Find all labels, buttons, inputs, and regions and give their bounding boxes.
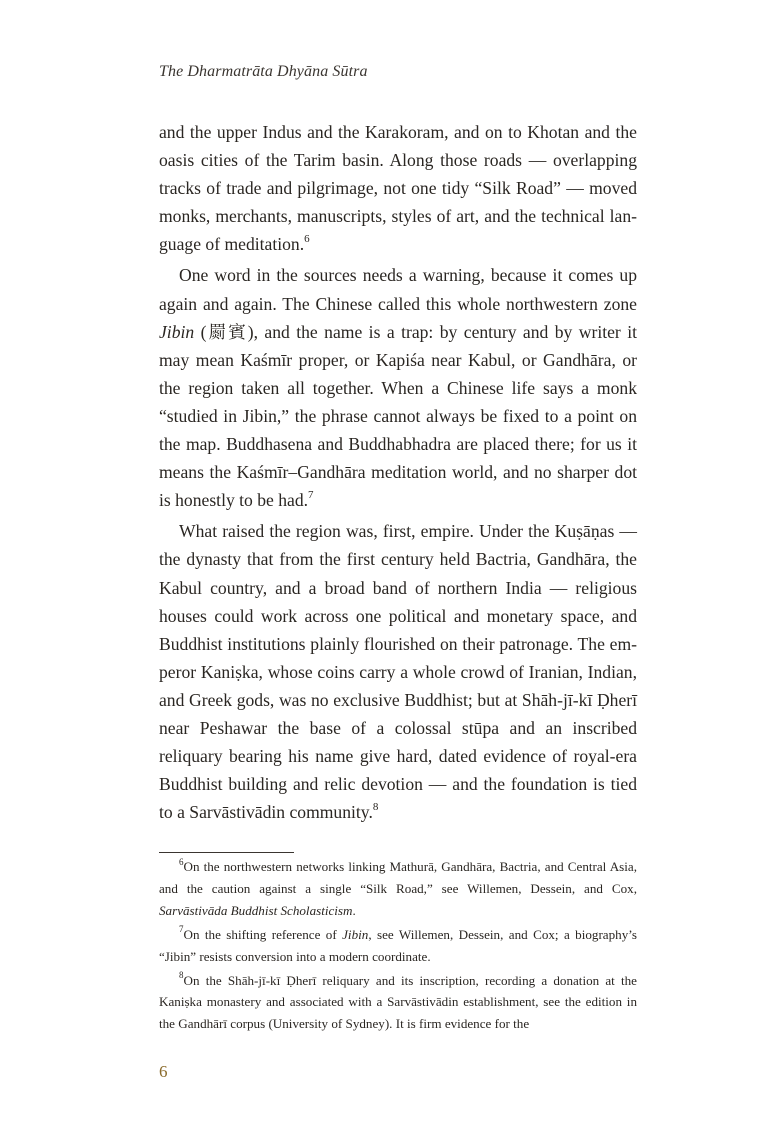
footnotes [159, 856, 637, 1035]
footnote-6-number: 6 [179, 856, 184, 867]
body-text [159, 118, 637, 826]
footnote-ref-7[interactable]: 7 [308, 488, 314, 501]
footnote-7-term: Jibin [342, 926, 369, 942]
footnote-ref-6[interactable]: 6 [304, 232, 310, 245]
footnote-7-number: 7 [179, 924, 184, 935]
footnote-ref-8[interactable]: 8 [372, 800, 379, 813]
footnote-6-post: . [352, 902, 356, 918]
paragraph-3 [159, 517, 637, 826]
footnote-7 [159, 924, 637, 968]
footnote-8 [159, 970, 637, 1036]
paragraph-3-text: What raised the region was, first, empire. Under the Kuṣāṇas — the dynasty that from the first century held Bactria, Gandhāra, the Kabul country, and a broad band of northern India — religious houses could work across one political and monetary space, and Buddhist institutions plainly flourished on their patronage. The emperor Kaniṣka, whose coins carry a whole crowd of Iranian, Indian, and Greek gods, was no exclusive Buddhist; but at Shāh-jī-kī Ḍherī near Peshawar the base of a colossal stūpa and an inscribed reliquary bearing his name give hard, dated evidence of royal-era Buddhist building and relic devotion — and the foundation is tied to a Sarvāstivādin community. [159, 521, 637, 823]
footnote-rule [159, 852, 294, 853]
footnote-8-number: 8 [179, 970, 184, 981]
footnote-6-pre: On the northwestern networks linking Mathurā, Gandhāra, Bactria, and Central Asia, and the caution against a single “Silk Road,” see Willemen, Dessein, and Cox, [159, 859, 637, 896]
paragraph-2-post: (罽賓), and the name is a trap: by century and by writer it may mean Kaśmīr proper, or Kapiśa near Kabul, or Gandhāra, or the region taken all together. When a Chinese life says a monk “studied in Jibin,” the phrase cannot always be fixed to a point on the map. Buddhasena and Buddhabhadra are placed there; for us it means the Kaśmīr–Gandhāra meditation world, and no sharper dot is honestly to be had. [159, 321, 637, 511]
running-head: The Dharmatrāta Dhyāna Sūtra [159, 63, 368, 80]
page-number: 6 [159, 1062, 168, 1081]
paragraph-2-pre: One word in the sources needs a warning, because it comes up again and again. The Chinese called this whole northwestern zone [159, 265, 637, 314]
paragraph-1-text: and the upper Indus and the Karakoram, and on to Khotan and the oasis cities of the Tarim basin. Along those roads — overlapping tracks of trade and pilgrimage, not one tidy “Silk Road” — moved monks, merchants, manuscripts, styles of art, and the technical language of meditation. [159, 122, 637, 255]
footnote-8-text: On the Shāh-jī-kī Ḍherī reliquary and its inscription, recording a donation at the Kaniṣka monastery and associated with a Sarvāstivādin establishment, see the edition in the Gandhārī corpus (University of Sydney). It is firm evidence for the [159, 972, 637, 1032]
footnote-7-pre: On the shifting reference of [183, 926, 343, 942]
footnote-7-post: , see Willemen, Dessein, and Cox; a biography’s “Jibin” resists conversion into a modern coordinate. [159, 926, 637, 964]
paragraph-1 [159, 118, 637, 258]
footnote-6 [159, 856, 637, 922]
term-jibin: Jibin [159, 321, 195, 342]
footnote-6-title: Sarvāstivāda Buddhist Scholasticism [159, 902, 353, 918]
paragraph-2 [159, 261, 637, 514]
